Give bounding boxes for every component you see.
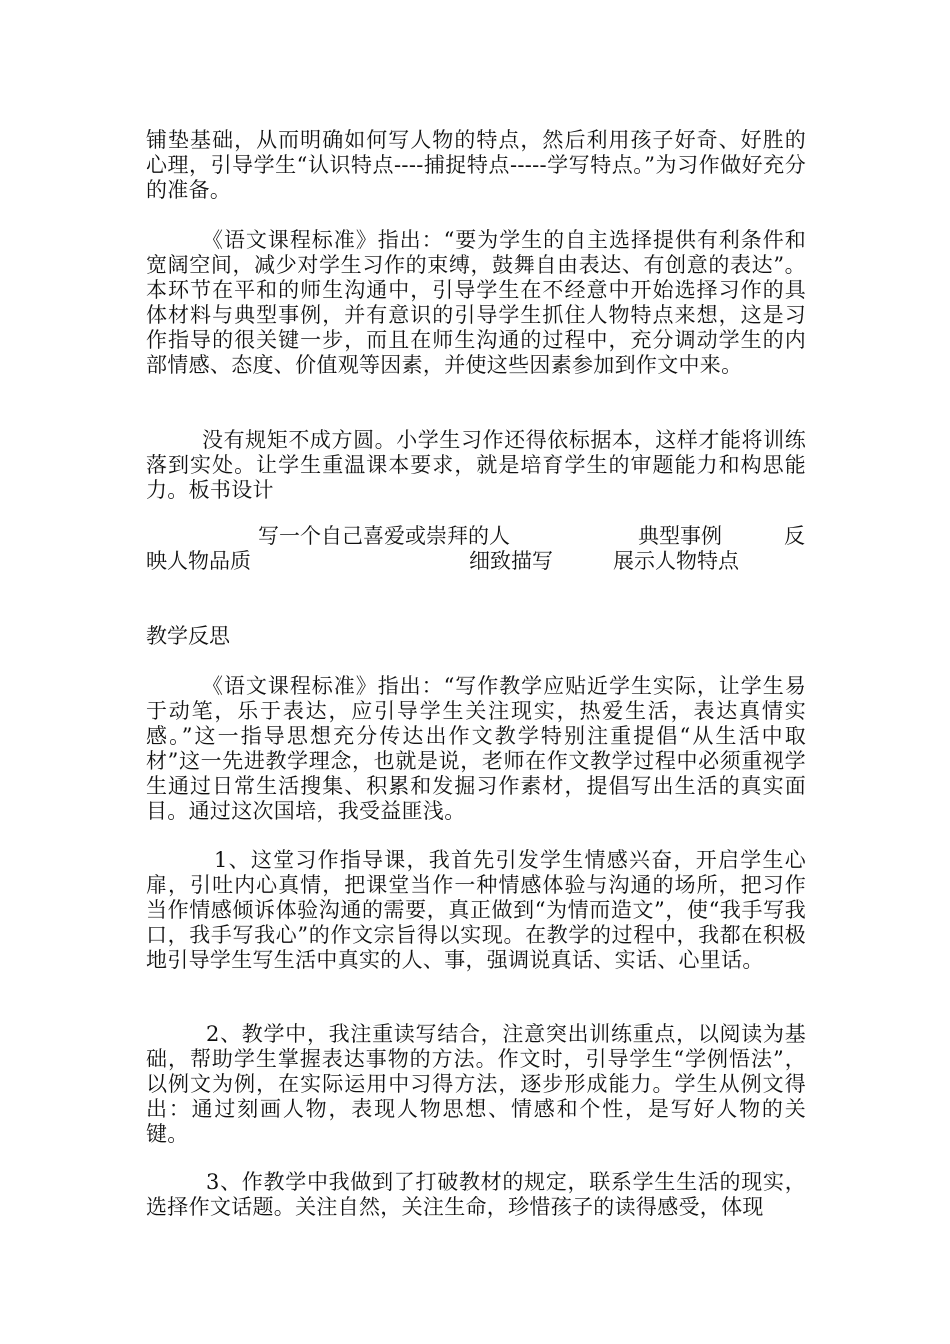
paragraph-reflection-point-3: 3、作教学中我做到了打破教材的规定，联系学生生活的现实，选择作文话题。关注自然，关注生命，珍惜孩子的读得感受，体现 [146,1170,806,1219]
board-item-character-quality: 映人物品质 [146,549,251,573]
blackboard-row-1 [146,524,806,549]
board-item-show-features: 展示人物特点 [613,549,739,573]
paragraph-reflection-point-2: 2、教学中，我注重读写结合，注意突出训练重点，以阅读为基础，帮助学生掌握表达事物的方法。作文时，引导学生“学例悟法”，以例文为例，在实际运用中习得方法，逐步形成能力。学生从例文得出：通过刻画人物，表现人物思想、情感和个性，是写好人物的关键。 [146,1022,806,1146]
paragraph-reflection-intro: 《语文课程标准》指出：“写作教学应贴近学生实际，让学生易于动笔，乐于表达，应引导学生关注现实，热爱生活，表达真情实感。”这一指导思想充分传达出作文教学特别注重提倡“从生活中取材”这一先进教学理念，也就是说，老师在作文教学过程中必须重视学生通过日常生活搜集、积累和发掘习作素材，提倡写出生活的真实面目。通过这次国培，我受益匪浅。 [146,674,806,823]
blackboard-design [146,524,806,574]
paragraph-curriculum-standard: 《语文课程标准》指出：“要为学生的自主选择提供有利条件和宽阔空间，减少对学生习作的束缚，鼓舞自由表达、有创意的表达”。本环节在平和的师生沟通中，引导学生在不经意中开始选择习作的具体材料与典型事例，并有意识的引导学生抓住人物特点来想，这是习作指导的很关键一步，而且在师生沟通的过程中，充分调动学生的内部情感、态度、价值观等因素，并使这些因素参加到作文中来。 [146,228,806,377]
paragraph-rules: 没有规矩不成方圆。小学生习作还得依标据本，这样才能将训练落到实处。让学生重温课本要求，就是培育学生的审题能力和构思能力。板书设计 [146,428,806,502]
paragraph-reflection-point-1: 1、这堂习作指导课，我首先引发学生情感兴奋，开启学生心扉，引吐内心真情，把课堂当作一种情感体验与沟通的场所，把习作当作情感倾诉体验沟通的需要，真正做到“为情而造文”，使“我手写我口，我手写我心”的作文宗旨得以实现。在教学的过程中，我都在积极地引导学生写生活中真实的人、事，强调说真话、实话、心里话。 [146,848,806,972]
board-item-typical-events: 典型事例 [638,524,722,548]
blackboard-row-2 [146,549,806,574]
board-item-title: 写一个自己喜爱或崇拜的人 [258,524,510,548]
section-heading-reflection: 教学反思 [146,624,230,648]
paragraph-intro: 铺垫基础，从而明确如何写人物的特点，然后利用孩子好奇、好胜的心理，引导学生“认识特点----捕捉特点-----学写特点。”为习作做好充分的准备。 [146,128,806,202]
board-item-detailed-description: 细致描写 [469,549,553,573]
board-item-reflect-start: 反 [784,524,805,548]
